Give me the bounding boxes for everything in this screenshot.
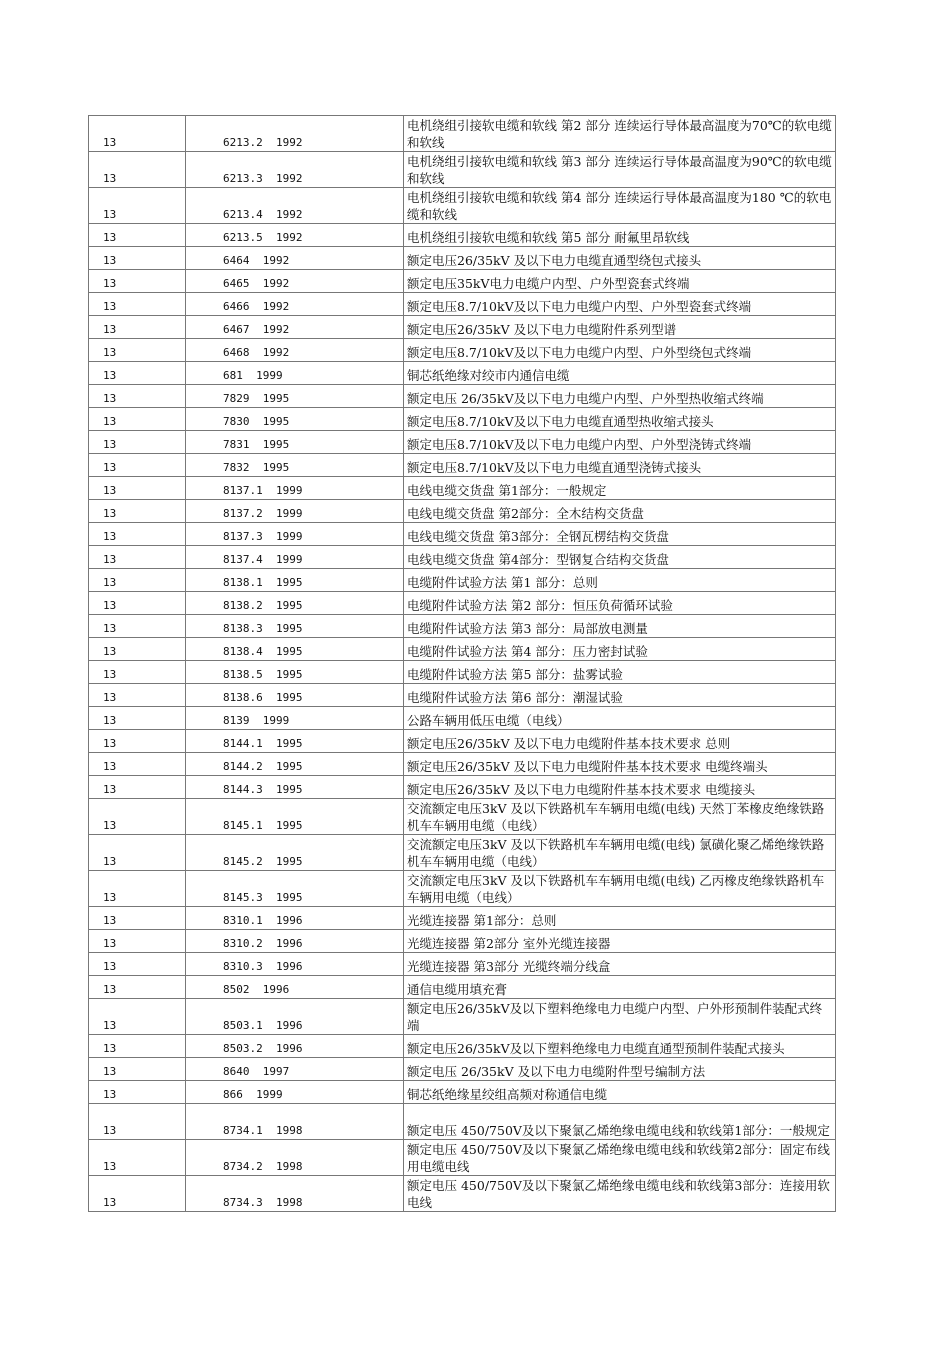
table-row [89, 1081, 836, 1104]
table-row [89, 776, 836, 799]
standard-number-cell: 8137.3 1999 [186, 523, 404, 546]
standard-title-cell: 额定电压8.7/10kV及以下电力电缆户内型、户外型瓷套式终端 [404, 293, 836, 316]
category-cell: 13 [89, 1104, 186, 1140]
table-row [89, 431, 836, 454]
category-cell: 13 [89, 316, 186, 339]
table-row [89, 638, 836, 661]
standard-number-cell: 7831 1995 [186, 431, 404, 454]
category-cell: 13 [89, 638, 186, 661]
standard-title-cell: 电机绕组引接软电缆和软线 第2 部分 连续运行导体最高温度为70℃的软电缆和软线 [404, 116, 836, 152]
standard-number-cell: 8138.5 1995 [186, 661, 404, 684]
category-cell: 13 [89, 799, 186, 835]
category-cell: 13 [89, 293, 186, 316]
standard-number-cell: 6467 1992 [186, 316, 404, 339]
standard-number-cell: 8145.3 1995 [186, 871, 404, 907]
table-row [89, 907, 836, 930]
standards-table [88, 115, 836, 1212]
table-row [89, 1176, 836, 1212]
category-cell: 13 [89, 569, 186, 592]
category-cell: 13 [89, 1058, 186, 1081]
standard-title-cell: 交流额定电压3kV 及以下铁路机车车辆用电缆(电线) 氯磺化聚乙烯绝缘铁路机车车辆用电缆（电线） [404, 835, 836, 871]
table-row [89, 661, 836, 684]
table-row [89, 270, 836, 293]
standard-number-cell: 7829 1995 [186, 385, 404, 408]
standard-number-cell: 8138.4 1995 [186, 638, 404, 661]
table-row [89, 523, 836, 546]
table-row [89, 224, 836, 247]
standard-number-cell: 6465 1992 [186, 270, 404, 293]
table-row [89, 116, 836, 152]
category-cell: 13 [89, 1176, 186, 1212]
standard-number-cell: 866 1999 [186, 1081, 404, 1104]
standard-title-cell: 额定电压8.7/10kV及以下电力电缆直通型热收缩式接头 [404, 408, 836, 431]
category-cell: 13 [89, 339, 186, 362]
standard-number-cell: 8734.1 1998 [186, 1104, 404, 1140]
standard-number-cell: 6213.4 1992 [186, 188, 404, 224]
standard-title-cell: 电机绕组引接软电缆和软线 第3 部分 连续运行导体最高温度为90℃的软电缆和软线 [404, 152, 836, 188]
standard-number-cell: 8144.1 1995 [186, 730, 404, 753]
standard-number-cell: 7832 1995 [186, 454, 404, 477]
category-cell: 13 [89, 1140, 186, 1176]
standard-title-cell: 额定电压26/35kV 及以下电力电缆附件基本技术要求 总则 [404, 730, 836, 753]
standard-number-cell: 8139 1999 [186, 707, 404, 730]
standard-number-cell: 8137.2 1999 [186, 500, 404, 523]
table-row [89, 1140, 836, 1176]
standard-title-cell: 交流额定电压3kV 及以下铁路机车车辆用电缆(电线) 乙丙橡皮绝缘铁路机车车辆用电缆（电线） [404, 871, 836, 907]
standard-number-cell: 8137.4 1999 [186, 546, 404, 569]
table-row [89, 477, 836, 500]
category-cell: 13 [89, 247, 186, 270]
standard-number-cell: 6213.3 1992 [186, 152, 404, 188]
category-cell: 13 [89, 707, 186, 730]
standard-number-cell: 8138.3 1995 [186, 615, 404, 638]
standard-number-cell: 6213.5 1992 [186, 224, 404, 247]
standard-title-cell: 铜芯纸绝缘对绞市内通信电缆 [404, 362, 836, 385]
table-row [89, 188, 836, 224]
standard-title-cell: 铜芯纸绝缘星绞组高频对称通信电缆 [404, 1081, 836, 1104]
standard-title-cell: 额定电压8.7/10kV及以下电力电缆户内型、户外型浇铸式终端 [404, 431, 836, 454]
table-row [89, 615, 836, 638]
table-row [89, 500, 836, 523]
table-row [89, 871, 836, 907]
category-cell: 13 [89, 907, 186, 930]
standard-number-cell: 8310.1 1996 [186, 907, 404, 930]
category-cell: 13 [89, 188, 186, 224]
standard-number-cell: 6468 1992 [186, 339, 404, 362]
table-row [89, 339, 836, 362]
table-row [89, 546, 836, 569]
table-row [89, 707, 836, 730]
standard-title-cell: 额定电压26/35kV 及以下电力电缆附件基本技术要求 电缆终端头 [404, 753, 836, 776]
category-cell: 13 [89, 592, 186, 615]
category-cell: 13 [89, 976, 186, 999]
category-cell: 13 [89, 871, 186, 907]
standard-title-cell: 通信电缆用填充膏 [404, 976, 836, 999]
category-cell: 13 [89, 523, 186, 546]
category-cell: 13 [89, 1035, 186, 1058]
category-cell: 13 [89, 930, 186, 953]
standard-title-cell: 电线电缆交货盘 第4部分：型钢复合结构交货盘 [404, 546, 836, 569]
table-row [89, 953, 836, 976]
standard-title-cell: 电缆附件试验方法 第2 部分：恒压负荷循环试验 [404, 592, 836, 615]
standard-title-cell: 额定电压 26/35kV 及以下电力电缆附件型号编制方法 [404, 1058, 836, 1081]
standard-title-cell: 光缆连接器 第2部分 室外光缆连接器 [404, 930, 836, 953]
table-row [89, 930, 836, 953]
table-row [89, 976, 836, 999]
category-cell: 13 [89, 362, 186, 385]
standard-number-cell: 8734.3 1998 [186, 1176, 404, 1212]
table-row [89, 730, 836, 753]
standard-title-cell: 电缆附件试验方法 第4 部分：压力密封试验 [404, 638, 836, 661]
table-row [89, 152, 836, 188]
standard-title-cell: 额定电压26/35kV 及以下电力电缆附件系列型谱 [404, 316, 836, 339]
standard-title-cell: 额定电压 450/750V及以下聚氯乙烯绝缘电缆电线和软线第3部分：连接用软电线 [404, 1176, 836, 1212]
standard-number-cell: 8137.1 1999 [186, 477, 404, 500]
standard-number-cell: 681 1999 [186, 362, 404, 385]
category-cell: 13 [89, 546, 186, 569]
category-cell: 13 [89, 999, 186, 1035]
category-cell: 13 [89, 385, 186, 408]
standard-title-cell: 电机绕组引接软电缆和软线 第5 部分 耐氟里昂软线 [404, 224, 836, 247]
category-cell: 13 [89, 431, 186, 454]
category-cell: 13 [89, 661, 186, 684]
category-cell: 13 [89, 615, 186, 638]
table-row [89, 454, 836, 477]
standard-title-cell: 光缆连接器 第3部分 光缆终端分线盒 [404, 953, 836, 976]
table-row [89, 247, 836, 270]
standard-number-cell: 8144.2 1995 [186, 753, 404, 776]
standard-title-cell: 电线电缆交货盘 第2部分：全木结构交货盘 [404, 500, 836, 523]
standard-title-cell: 额定电压26/35kV及以下塑料绝缘电力电缆户内型、户外形预制件装配式终端 [404, 999, 836, 1035]
table-row [89, 1104, 836, 1140]
standard-title-cell: 公路车辆用低压电缆（电线） [404, 707, 836, 730]
standard-number-cell: 8145.2 1995 [186, 835, 404, 871]
standard-title-cell: 光缆连接器 第1部分：总则 [404, 907, 836, 930]
category-cell: 13 [89, 753, 186, 776]
standard-number-cell: 8503.2 1996 [186, 1035, 404, 1058]
table-row [89, 835, 836, 871]
standard-title-cell: 电线电缆交货盘 第3部分：全钢瓦楞结构交货盘 [404, 523, 836, 546]
category-cell: 13 [89, 1081, 186, 1104]
standard-title-cell: 电缆附件试验方法 第5 部分：盐雾试验 [404, 661, 836, 684]
standard-title-cell: 额定电压26/35kV 及以下电力电缆附件基本技术要求 电缆接头 [404, 776, 836, 799]
standard-number-cell: 8144.3 1995 [186, 776, 404, 799]
category-cell: 13 [89, 152, 186, 188]
standard-number-cell: 8138.6 1995 [186, 684, 404, 707]
standard-number-cell: 8310.3 1996 [186, 953, 404, 976]
standard-title-cell: 电线电缆交货盘 第1部分：一般规定 [404, 477, 836, 500]
table-row [89, 1058, 836, 1081]
category-cell: 13 [89, 730, 186, 753]
standard-title-cell: 额定电压 450/750V及以下聚氯乙烯绝缘电缆电线和软线第1部分：一般规定 [404, 1104, 836, 1140]
category-cell: 13 [89, 270, 186, 293]
standard-title-cell: 电机绕组引接软电缆和软线 第4 部分 连续运行导体最高温度为180 ℃的软电缆和软线 [404, 188, 836, 224]
standard-title-cell: 电缆附件试验方法 第6 部分：潮湿试验 [404, 684, 836, 707]
table-row [89, 684, 836, 707]
standard-number-cell: 8503.1 1996 [186, 999, 404, 1035]
category-cell: 13 [89, 776, 186, 799]
standard-title-cell: 额定电压26/35kV 及以下电力电缆直通型绕包式接头 [404, 247, 836, 270]
standard-number-cell: 8138.2 1995 [186, 592, 404, 615]
category-cell: 13 [89, 408, 186, 431]
table-row [89, 569, 836, 592]
standard-title-cell: 额定电压8.7/10kV及以下电力电缆户内型、户外型绕包式终端 [404, 339, 836, 362]
category-cell: 13 [89, 953, 186, 976]
category-cell: 13 [89, 684, 186, 707]
standard-title-cell: 电缆附件试验方法 第1 部分：总则 [404, 569, 836, 592]
standard-title-cell: 额定电压 26/35kV及以下电力电缆户内型、户外型热收缩式终端 [404, 385, 836, 408]
category-cell: 13 [89, 116, 186, 152]
category-cell: 13 [89, 500, 186, 523]
table-row [89, 1035, 836, 1058]
standard-number-cell: 8734.2 1998 [186, 1140, 404, 1176]
category-cell: 13 [89, 454, 186, 477]
standard-number-cell: 8310.2 1996 [186, 930, 404, 953]
standards-table-body [89, 116, 836, 1212]
category-cell: 13 [89, 224, 186, 247]
table-row [89, 316, 836, 339]
table-row [89, 999, 836, 1035]
category-cell: 13 [89, 477, 186, 500]
standard-title-cell: 额定电压35kV电力电缆户内型、户外型瓷套式终端 [404, 270, 836, 293]
table-row [89, 408, 836, 431]
table-row [89, 592, 836, 615]
standard-number-cell: 8145.1 1995 [186, 799, 404, 835]
standard-number-cell: 8138.1 1995 [186, 569, 404, 592]
standard-number-cell: 6464 1992 [186, 247, 404, 270]
standard-number-cell: 8502 1996 [186, 976, 404, 999]
standard-title-cell: 额定电压8.7/10kV及以下电力电缆直通型浇铸式接头 [404, 454, 836, 477]
table-row [89, 753, 836, 776]
standard-title-cell: 额定电压26/35kV及以下塑料绝缘电力电缆直通型预制件装配式接头 [404, 1035, 836, 1058]
table-row [89, 362, 836, 385]
standard-number-cell: 6213.2 1992 [186, 116, 404, 152]
standard-number-cell: 8640 1997 [186, 1058, 404, 1081]
table-row [89, 799, 836, 835]
standard-number-cell: 7830 1995 [186, 408, 404, 431]
standard-title-cell: 电缆附件试验方法 第3 部分：局部放电测量 [404, 615, 836, 638]
category-cell: 13 [89, 835, 186, 871]
standard-number-cell: 6466 1992 [186, 293, 404, 316]
table-row [89, 293, 836, 316]
table-row [89, 385, 836, 408]
standard-title-cell: 交流额定电压3kV 及以下铁路机车车辆用电缆(电线) 天然丁苯橡皮绝缘铁路机车车辆用电缆（电线） [404, 799, 836, 835]
standard-title-cell: 额定电压 450/750V及以下聚氯乙烯绝缘电缆电线和软线第2部分：固定布线用电缆电线 [404, 1140, 836, 1176]
